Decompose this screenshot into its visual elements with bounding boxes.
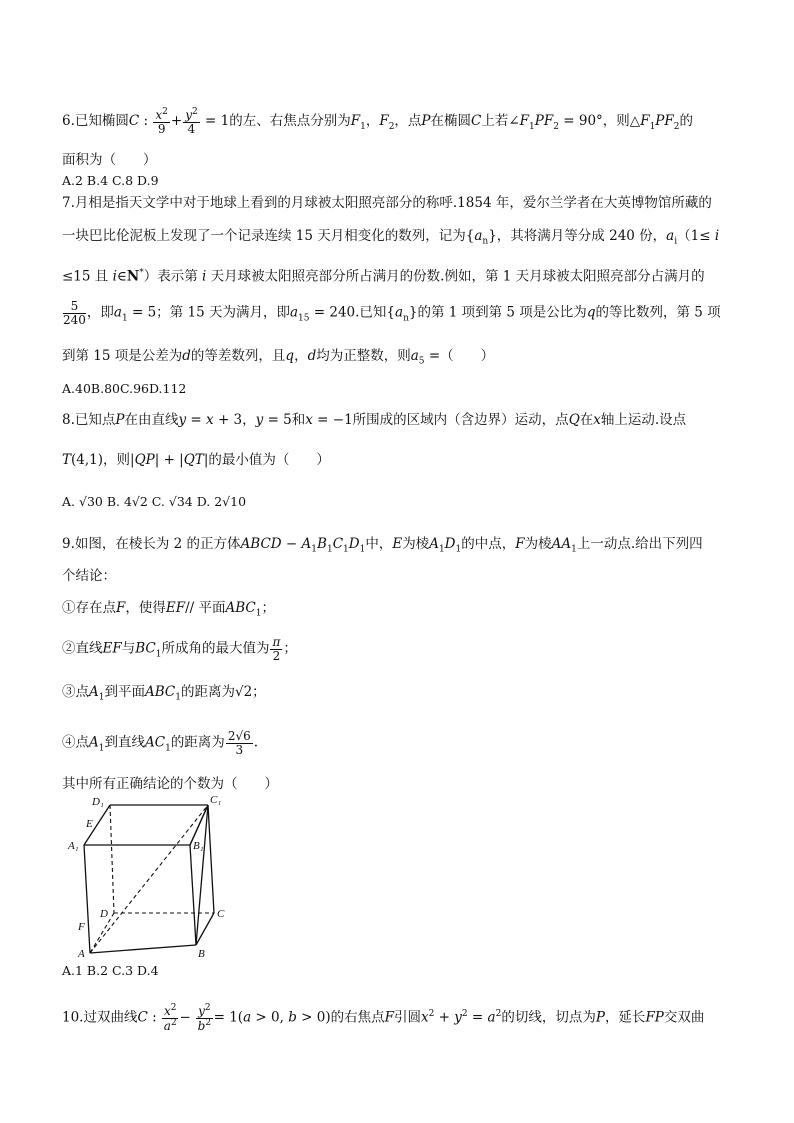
label-D1: D₁ — [92, 796, 104, 808]
label-C1: C₁ — [210, 795, 222, 806]
label-E: E — [86, 818, 93, 830]
q7-line1: 7.月相是指天文学中对于地球上看到的月球被太阳照亮部分的称呼.1854 年，爱尔兰学者在大英博物馆所藏的 — [62, 195, 712, 211]
label-A: A — [78, 948, 85, 960]
q6-line1: 6.已知椭圆C : $\frac{x^2}{9}$ + $\frac{y^2}{4}$ = 1的左、右焦点分别为$F_1$，$F_2$，点P在椭圆C上若$\angle F_1PF_2 = 90^\circ$，则$\triangle F_1PF_2$的 — [62, 107, 693, 136]
q7-line2: 一块巴比伦泥板上发现了一个记录连续 15 天月相变化的数列，记为$\{a_n\}$，其将满月等分成 240 份，$a_i(1\le i$ — [62, 228, 720, 247]
q7-line3: ≤15 且 i∈N*）表示第 i 天月球被太阳照亮部分所占满月的份数.例如，第 1 天月球被太阳照亮部分占满月的 — [62, 268, 705, 285]
q7-line4: $\frac{5}{240}$ ，即$a_1 = 5$；第 15 天为满月，即$a_{15} = 240$.已知$\{a_n\}$的第 1 项到第 5 项是公比为q的等比数列，第 5 项 — [63, 299, 721, 327]
cube-figure — [62, 795, 242, 960]
q9-question: 其中所有正确结论的个数为（ ） — [62, 776, 278, 792]
q8-line1: 8.已知点P在由直线y = x + 3，y = 5和x = −1所围成的区域内（含边界）运动，点Q在x轴上运动.设点 — [62, 412, 687, 428]
label-B: B — [198, 948, 205, 960]
label-C: C — [217, 908, 225, 920]
label-F: F — [78, 921, 85, 933]
q9-conclusion-1: ①存在点F，使得EF// 平面$ABC_1$； — [62, 600, 275, 619]
q9-conclusion-4: ④点$A_1$到直线$AC_1$的距离为 $\frac{2√6}{3}$ . — [62, 729, 259, 757]
q9-options: A.1 B.2 C.3 D.4 — [62, 963, 159, 978]
q6-options: A.2 B.4 C.8 D.9 — [62, 173, 159, 188]
label-A1: A₁ — [68, 840, 79, 852]
q7-options: A.40B.80C.96D.112 — [62, 381, 187, 396]
label-B1: B₁ — [193, 840, 204, 852]
q9-conclusion-2: ②直线EF与$BC_1$所成角的最大值为 $\frac{\pi}{2}$ ； — [62, 635, 297, 663]
q10-line1: 10.过双曲线C : $\frac{x^2}{a^2}$ − $\frac{y^2}{b^2}$ = 1(a > 0, b > 0)的右焦点F引圆$x^2 + y^2 = a^2$的切线，切点为P，延长FP交双曲 — [62, 1003, 705, 1033]
q7-line5: 到第 15 项是公差为d的等差数列，且q，d均为正整数，则$a_5$ =（ ） — [62, 348, 495, 367]
q9-conclusion-3: ③点$A_1$到平面$ABC_1$的距离为√2； — [62, 684, 266, 703]
label-D: D — [100, 908, 108, 920]
q9-line1: 9.如图，在棱长为 2 的正方体ABCD − $A_1B_1C_1D_1$中，E为棱$A_1D_1$的中点，F为棱$AA_1$上一动点.给出下列四 — [62, 536, 703, 555]
q8-options: A. √30 B. 4√2 C. √34 D. 2√10 — [62, 494, 247, 509]
q8-line2: T(4,1)，则|QP| + |QT|的最小值为（ ） — [62, 452, 330, 468]
q6-line2: 面积为（ ） — [62, 152, 157, 168]
q9-line2: 个结论： — [62, 568, 116, 584]
